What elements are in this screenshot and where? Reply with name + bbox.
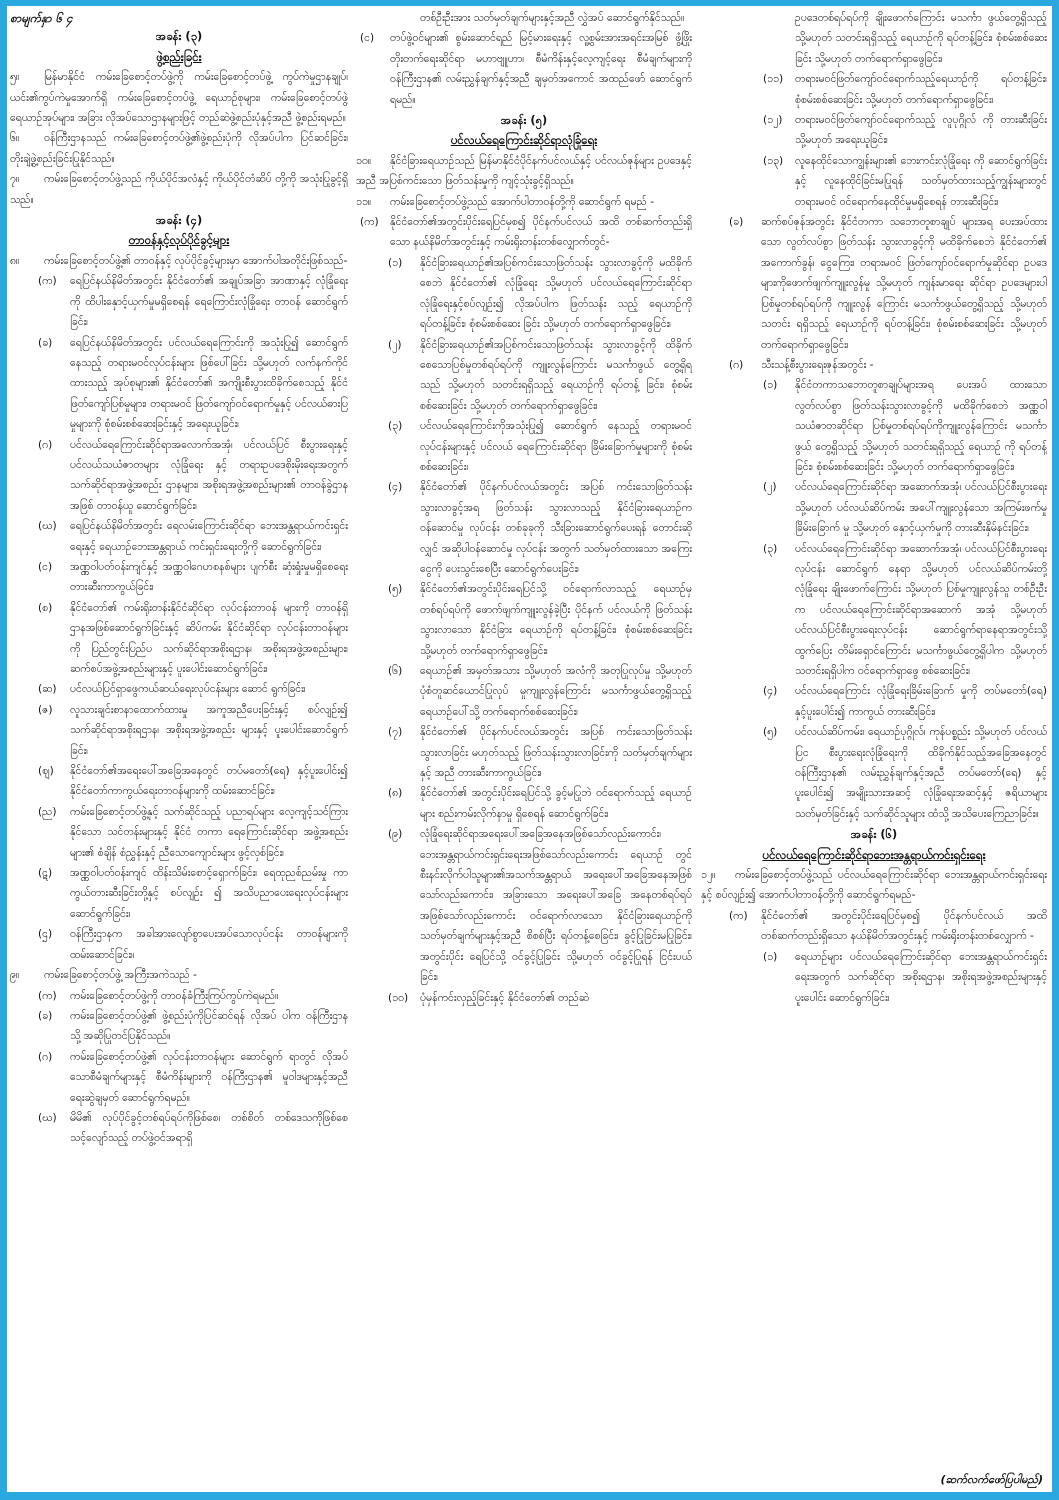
sub-clause-label: (၁) (763, 950, 778, 963)
clause-text: ရေပြင်နယ်နိမိတ်အတွင်း ရေလမ်းကြောင်းဆိုင်ရာ ဘေးအန္တရာယ်ကင်းရှင်းရေးနှင့် ရေယာဉ်ဘေးအန္တရာယ် ကင်းရှင်းရေးတို့ကို ဆောင်ရွက်ခြင်း၊ (70, 520, 348, 553)
clause (10, 1108, 348, 1149)
sub-clause-text: ပင်လယ်ရေကြောင်းဆိုင်ရာ အဆောက်အအုံ၊ ပင်လယ်ပြင်စီးပွားရေး သို့မဟုတ် ပင်လယ်ဆိပ်ကမ်း အပေါ်ကျူးလွန်သော အကြမ်းဖက်မှု ခြိမ်းခြောက် မှု သို့မဟုတ် နှောင့်ယှက်မှုကို တားဆီးနှိမ်နင်းခြင်း၊ (795, 481, 1047, 535)
clause-label: (ဂ) (38, 438, 53, 451)
section-5 (10, 67, 348, 128)
clause-label: (က) (38, 275, 57, 288)
section-number: ၁၀။ (356, 154, 372, 167)
chapter-6-subtitle: ပင်လယ်ရေကြောင်းဆိုင်ရာဘေးအန္တရာယ်ကင်းရှင်းရေး (762, 847, 986, 862)
chapter-4-subtitle: တာဝန်နှင့်လုပ်ပိုင်ခွင့်များ (128, 233, 230, 248)
clause-label: (ည) (38, 805, 57, 818)
clause-label: (ဃ) (38, 520, 57, 533)
clause-text: တပ်ဖွဲ့ဝင်များ၏ စွမ်းဆောင်ရည် မြင့်မားရေးနှင့် လူ့စွမ်းအားအရင်းအမြစ် ဖွံ့ဖြိုးတိုးတက်ရေးဆိုင်ရာ မဟာဗျူဟာ၊ စီမံကိန်းနှင့်လေ့ကျင့်ရေး စီမံချက်များကို ဝန်ကြီးဌာန၏ လမ်းညွှန်ချက်နှင့်အညီ ချမှတ်အကောင် အထည်ဖော် ဆောင်ရွက်ရမည်။ (390, 32, 692, 106)
clause-text: နိုင်ငံတော်၏ ကမ်းရိုးတန်းနိုင်ငံဆိုင်ရာ လုပ်ငန်းတာဝန် များကို တာဝန်ရှိဌာနအဖြစ်ဆောင်ရွက်ခြင်းနှင့် ဆိပ်ကမ်း နိုင်ငံဆိုင်ရာ လုပ်ငန်းတာဝန်များကို ပြည်တွင်းပြည်ပ သက်ဆိုင်ရာအစိုးရဌာန၊ အစိုးရအဖွဲ့အစည်းများ၊ ဆက်စပ်အဖွဲ့အစည်းများနှင့် ပူးပေါင်းဆောင်ရွက်ခြင်း၊ (70, 601, 348, 675)
continued-note: (ဆက်လက်ဖော်ပြပါမည်) (940, 1472, 1043, 1486)
section-text: ကမ်းခြေစောင့်တပ်ဖွဲ့သည် ကိုယ်ပိုင်အလံနှင့် ကိုယ်ပိုင်တံဆိပ် တို့ကို အသုံးပြုခွင့်ရှိသည်။ (10, 173, 348, 206)
sub-clause-label: (၄) (388, 481, 403, 494)
section-text: ကမ်းခြေစောင့်တပ်ဖွဲ့ အကြီးအကဲသည် - (44, 969, 197, 982)
clause (356, 212, 692, 253)
clause-label: (င) (360, 32, 375, 45)
sub-clause-label: (၁၂) (763, 114, 783, 127)
sub-clause (701, 110, 1047, 151)
sub-clause-label: (၂) (388, 338, 402, 351)
continued-text: တစ်ဦးဦးအား သတ်မှတ်ချက်များနှင့်အညီ လွှဲအပ် ဆောင်ရွက်နိုင်သည်။ (420, 12, 685, 24)
section-8 (10, 251, 348, 271)
sub-clause-label: (၈) (388, 787, 403, 800)
chapter-5-title: အခန်း (၅) (500, 113, 548, 128)
sub-clause-text: နိုင်ငံတော်၏ ပိုင်နက်ပင်လယ်အတွင်း အပြစ် ကင်းသောဖြတ်သန်းသွားလာခွင့်အရ ဖြတ်သန်း သွားလာသည့် နိုင်ငံခြားရေယာဉ်က ဝန်ဆောင်မှု လုပ်ငန်း တစ်ခုခုကို သီးခြားဆောင်ရွက်ပေးရန် တောင်းဆိုလျှင် အဆိုပါဝန်ဆောင်မှု လုပ်ငန်း အတွက် သတ်မှတ်ထားသော အကြေးငွေကို ပေးသွင်းစေပြီး ဆောင်ရွက်ပေးခြင်း၊ (420, 481, 692, 575)
section-number: ၁၂။ (701, 869, 716, 882)
clause (10, 557, 348, 598)
clause-text: နိုင်ငံတော်၏အရေးပေါ်အခြေအနေတွင် တပ်မတော်(ရေ) နှင့်ပူးပေါင်း၍ နိုင်ငံတော်ကာကွယ်ရေးတာဝန်များကို ထမ်းဆောင်ခြင်း၊ (70, 765, 348, 798)
clause-text: ပင်လယ်ပြင်ရှာဖွေကယ်ဆယ်ရေးလုပ်ငန်းများ ဆောင် ရွက်ခြင်း၊ (70, 683, 306, 696)
clause-label: (က) (360, 216, 379, 229)
sub-clause-text: နိုင်ငံခြားရေယာဉ်၏အပြစ်ကင်းသောဖြတ်သန်း သွားလာခွင့်ကို ထိခိုက်စေသောပြစ်မှုတစ်ရပ်ရပ်ကို ကျူးလွန်ကြောင်း မသင်္ကာဖွယ် တွေ့ရှိရသည် သို့မဟုတ် သတင်းရရှိသည့် ရေယာဉ်ကို ရပ်တန့် ခြင်း၊ စုံစမ်းစစ်ဆေးခြင်း သို့မဟုတ် တက်ရောက်ရှာဖွေခြင်း၊ (420, 338, 692, 412)
sub-clause-text: နိုင်ငံတကာသဘောတူစာချုပ်များအရ ပေးအပ် ထားသော လွတ်လပ်စွာ ဖြတ်သန်းသွားလာခွင့်ကို မထိခိုက်စေဘဲ အဏ္ဏဝါသယံဇာတဆိုင်ရာ ပြစ်မှုတစ်ရပ်ရပ်ကိုကျူးလွန်ကြောင်း မသင်္ကာဖွယ် တွေ့ရှိသည့် သို့မဟုတ် သတင်းရရှိသည့် ရေယာဉ် ကို ရပ်တန့်ခြင်း၊ စုံစမ်းစစ်ဆေးခြင်း သို့မဟုတ် တက်ရောက်ရှာဖွေခြင်း၊ (795, 379, 1047, 473)
clause-label: (ဌ) (38, 928, 53, 941)
sub-clause (356, 824, 692, 987)
sub-clause-text: နိုင်ငံတော်၏ အတွင်းပိုင်းရေပြင်သို့ ခွင့်မပြုဘဲ ဝင်ရောက်သည့် ရေယာဉ်များ စည်းကမ်းလိုက်နာမှု ရှိစေရန် ဆောင်ရွက်ခြင်း၊ (420, 787, 692, 820)
clause-text: ကမ်းခြေစောင့်တပ်ဖွဲ့၏ ဖွဲ့စည်းပုံကိုပြင်ဆင်ရန် လိုအပ် ပါက ဝန်ကြီးဌာနသို့ အဆိုပြုတင်ပြနိုင်သည်။ (70, 1009, 348, 1043)
clause (10, 700, 348, 761)
sub-clause (701, 69, 1047, 110)
gazette-page (7, 6, 1052, 1492)
column-2 (356, 8, 692, 1490)
clause-label: (ဂ) (729, 358, 744, 371)
sub-clause-text: လူနေထိုင်သောကျွန်းများ၏ ဘေးကင်းလုံခြုံရေး ကို ဆောင်ရွက်ခြင်းနှင့် လူနေထိုင်ခြင်းမပြုရန် သတ်မှတ်ထားသည့်ကျွန်းများတွင် တရားမဝင် ဝင်ရောက်နေထိုင်မှုမရှိစေရန် တားဆီးခြင်း၊ (795, 154, 1047, 208)
section-11 (356, 192, 692, 212)
sub-clause (356, 335, 692, 417)
clause-text: အဏ္ဏဝါပတ်ဝန်းကျင် ထိန်းသိမ်းစောင့်ရှောက်ခြင်း၊ ရေထုညစ်ညမ်းမှု ကာကွယ်တားဆီးခြင်းတို့နှင့် စပ်လျဉ်း ၍ အသိပညာပေးရေးလုပ်ငန်းများ ဆောင်ရွက်ခြင်း၊ (70, 867, 348, 920)
sub-clause (701, 151, 1047, 212)
clause (10, 435, 348, 517)
sub-clause-label: (၁၁) (763, 73, 784, 86)
section-9 (10, 965, 348, 985)
section-number: ၉။ (10, 969, 20, 982)
clause (10, 1047, 348, 1108)
clause (10, 986, 348, 1006)
chapter-5-subtitle: ပင်လယ်ရေကြောင်းဆိုင်ရာလုံခြုံရေး (450, 133, 598, 148)
sub-clause (701, 947, 1047, 1008)
clause (10, 863, 348, 924)
clause-text: ကမ်းခြေစောင့်တပ်ဖွဲ့နှင့် သက်ဆိုင်သည့် ပညာရပ်များ လေ့ကျင့်သင်ကြားနိုင်သော သင်တန်းများနှင့် နိုင်ငံ တကာ ရေကြောင်းဆိုင်ရာ အဖွဲ့အစည်းများ၏ စံချိန် စံညွှန်းနှင့် ညီသောကျောင်းများ ဖွင့်လှစ်ခြင်း၊ (70, 805, 348, 859)
sub-clause-label: (၂) (763, 481, 777, 494)
clause-label: (က) (729, 909, 748, 922)
clause-label: (ဇ) (38, 703, 53, 716)
continued-text: ဥပဒေတစ်ရပ်ရပ်ကို ချိုးဖောက်ကြောင်း မသင်္ကာ ဖွယ်တွေ့ရှိသည့် သို့မဟုတ် သတင်းရရှိသည့် ရေယာဉ်ကို ရပ်တန့်ခြင်း၊ စုံစမ်းစစ်ဆေးခြင်း သို့မဟုတ် တက်ရောက်ရှာဖွေခြင်း၊ (795, 12, 1047, 65)
clause-label: (ဈ) (38, 765, 54, 778)
column-1 (10, 8, 348, 1490)
chapter-4-title: အခန်း (၄) (155, 213, 203, 228)
section-text: ကမ်းခြေစောင့်တပ်ဖွဲ့၏ တာဝန်နှင့် လုပ်ပိုင်ခွင့်များမှာ အောက်ပါအတိုင်းဖြစ်သည်- (44, 254, 348, 267)
section-text: နိုင်ငံခြားရေယာဉ်သည် မြန်မာနိုင်ငံပိုင်နက်ပင်လယ်နှင့် ပင်လယ်ဇုန်များ ဥပဒေနှင့်အညီ အပြစ်ကင်းသော ဖြတ်သန်းမှုကို ကျင့်သုံးခွင့်ရှိသည်။ (356, 154, 692, 188)
sub-clause (701, 722, 1047, 824)
sub-clause (701, 375, 1047, 477)
clause-label: (က) (38, 989, 57, 1002)
sub-clause (356, 579, 692, 661)
sub-clause (356, 416, 692, 477)
sub-clause (701, 681, 1047, 722)
sub-clause (356, 477, 692, 579)
section-10 (356, 151, 692, 192)
clause-label: (ဋ) (38, 867, 53, 880)
clause-text: ဝန်ကြီးဌာနက အခါအားလျော်စွာပေးအပ်သောလုပ်ငန်း တာဝန်များကို ထမ်းဆောင်ခြင်း။ (70, 928, 348, 961)
column-3 (701, 8, 1047, 1490)
sub-clause-text: ရေယာဉ်၏ အမှတ်အသား သို့မဟုတ် အလံကို အတုပြုလုပ်မှု သို့မဟုတ် ပုံစံတူဆင်ယောင်ပြုလုပ် မှုကျူးလွန်ကြောင်း မသင်္ကာဖွယ်တွေ့ရှိသည့် ရေယာဉ်ပေါ်သို့ တက်ရောက်စစ်ဆေးခြင်း၊ (420, 665, 692, 718)
section-text: ကမ်းခြေစောင့်တပ်ဖွဲ့သည် အောက်ပါတာဝန်တို့ကို ဆောင်ရွက် ရမည် - (390, 195, 655, 208)
sub-clause (701, 539, 1047, 682)
section-number: ၅။ (10, 71, 20, 84)
section-6 (10, 128, 348, 169)
sub-clause-label: (၁၀) (388, 991, 409, 1004)
clause-text: နိုင်ငံတော်၏အတွင်းပိုင်းရေပြင်မှစ၍ ပိုင်နက်ပင်လယ် အထိ တစ်ဆက်တည်းရှိသော နယ်နိမိတ်အတွင်းနှင့် ကမ်းရိုးတန်းတစ်လျှောက်တွင်- (390, 216, 692, 249)
clause (10, 271, 348, 332)
section-number: ၁၁။ (356, 195, 372, 208)
sub-clause (356, 253, 692, 335)
section-number: ၈။ (10, 254, 20, 267)
section-text: ဝန်ကြီးဌာနသည် ကမ်းခြေစောင့်တပ်ဖွဲ့၏ဖွဲ့စည်းပုံကို လိုအပ်ပါက ပြင်ဆင်ခြင်း၊ တိုးချဲ့ဖွဲ့စည်းခြင်းပြုနိုင်သည်။ (10, 132, 348, 165)
sub-clause-label: (၆) (388, 665, 403, 677)
sub-clause-text: တရားမဝင်ဖြတ်ကျော်ဝင်ရောက်သည့် လူပုဂ္ဂိုလ် ကို တားဆီးခြင်း သို့မဟုတ် အရေးယူခြင်း၊ (795, 114, 1047, 147)
clause (701, 355, 1047, 375)
sub-clause-text: ပုံမှန်ကင်းလှည့်ခြင်းနှင့် နိုင်ငံတော်၏ တည်ဆဲ (420, 991, 589, 1004)
clause-label: (ခ) (38, 336, 53, 349)
clause (10, 802, 348, 863)
sub-clause-text: နိုင်ငံခြားရေယာဉ်၏အပြစ်ကင်းသောဖြတ်သန်း သွားလာခွင့်ကို မထိခိုက်စေဘဲ နိုင်ငံတော်၏ လုံခြုံရေး သို့မဟုတ် ပင်လယ်ရေကြောင်းဆိုင်ရာ လုံခြုံရေးနှင့်စပ်လျဉ်း၍ လိုအပ်ပါက ဖြတ်သန်း သည့် ရေယာဉ်ကို ရပ်တန့်ခြင်း၊ စုံစမ်းစစ်ဆေး ခြင်း သို့မဟုတ် တက်ရောက်ရှာဖွေခြင်း၊ (420, 256, 692, 331)
section-number: ၇။ (10, 173, 20, 186)
clause-text: ရေပြင်နယ်နိမိတ်အတွင်း ပင်လယ်ရေကြောင်းကို အသုံးပြု၍ ဆောင်ရွက်နေသည့် တရားမဝင်လုပ်ငန်းများ ဖြစ်ပေါ်ခြင်း သို့မဟုတ် လက်နက်ကိုင်ထားသည့် အုပ်စုများ၏ နိုင်ငံတော်၏ အကျိုးစီးပွားထိခိုက်စေသည့် နိုင်ငံဖြတ်ကျော်ပြစ်မှုများ၊ တရားမဝင် ဖြတ်ကျော်ဝင်ရောက်မှုနှင့် ပင်လယ်ဓားပြ မှုများကို စုံစမ်းစစ်ဆေးခြင်းနှင့် အရေးယူခြင်း၊ (70, 336, 348, 431)
sub-clause (356, 988, 692, 1008)
sub-clause (356, 783, 692, 824)
clause-label: (ဂ) (38, 1050, 53, 1063)
sub-clause-label: (၉) (388, 828, 403, 841)
clause-text: နိုင်ငံတော်၏ အတွင်းပိုင်းရေပြင်မှစ၍ ပိုင်နက်ပင်လယ် အထိ တစ်ဆက်တည်းရှိသော နယ်နိမိတ်အတွင်းနှင့် ကမ်းရိုးတန်းတစ်လျှောက် - (761, 909, 1047, 943)
clause-label: (စ) (38, 601, 53, 614)
sub-clause-text: နိုင်ငံတော်၏ ပိုင်နက်ပင်လယ်အတွင်း အပြစ် ကင်းသောဖြတ်သန်းသွားလာခြင်း မဟုတ်သည့် ဖြတ်သန်းသွားလာခြင်းကို သတ်မှတ်ချက်များနှင့် အညီ တားဆီးကာကွယ်ခြင်း၊ (420, 726, 692, 780)
section-text: မြန်မာနိုင်ငံ ကမ်းခြေစောင့်တပ်ဖွဲ့ကို ကမ်းခြေစောင့်တပ်ဖွဲ့ ကွပ်ကဲမှုဌာနချုပ်၊ ယင်း၏ကွပ်ကဲမှုအောက်ရှိ ကမ်းခြေစောင့်တပ်ဖွဲ့ ရေယာဉ်စုများ၊ ကမ်းခြေစောင့်တပ်ဖွဲ့ ရေယာဉ်အုပ်များ၊ အခြား လိုအပ်သောဌာနများဖြင့် တည်ဆဲဖွဲ့စည်းပုံနှင့်အညီ ဖွဲ့စည်းရမည်။ (10, 71, 348, 125)
clause-text: လူသားချင်းစာနာထောက်ထားမှု အကူအညီပေးခြင်းနှင့် စပ်လျဉ်း၍ သက်ဆိုင်ရာအစိုးရဌာန၊ အစိုးရအဖွဲ့အစည်း များနှင့် ပူးပေါင်းဆောင်ရွက်ခြင်း၊ (70, 703, 348, 757)
clause (10, 333, 348, 435)
sub-clause-label: (၅) (763, 726, 778, 739)
clause (10, 924, 348, 965)
sub-clause-text: ရေယာဉ်များ ပင်လယ်ရေကြောင်းဆိုင်ရာ ဘေးအန္တရာယ်ကင်းရှင်းရေးအတွက် သက်ဆိုင်ရာ အစိုးရဌာန၊ အစိုးရအဖွဲ့အစည်းများနှင့် ပူးပေါင်း ဆောင်ရွက်ခြင်း၊ (795, 950, 1047, 1004)
section-12 (701, 865, 1047, 906)
clause-text: မိမိ၏ လုပ်ပိုင်ခွင့်တစ်ရပ်ရပ်ကိုဖြစ်စေ၊ တစ်စိတ် တစ်ဒေသကိုဖြစ်စေ သင့်လျော်သည့် တပ်ဖွဲ့ဝင်အရာရှိ (70, 1111, 348, 1145)
clause-text: သီးသန့်စီးပွားရေးဇုန်အတွင်း - (761, 358, 874, 371)
clause-label: (ခ) (38, 1009, 53, 1022)
sub-clause-label: (၁) (763, 379, 778, 392)
clause (10, 516, 348, 557)
sub-clause-text: တရားမဝင်ဖြတ်ကျော်ဝင်ရောက်သည့်ရေယာဉ်ကို ရပ်တန့်ခြင်း၊ စုံစမ်းစစ်ဆေးခြင်း သို့မဟုတ် တက်ရောက်ရှာဖွေခြင်း၊ (795, 73, 1047, 106)
sub-clause-text: နိုင်ငံတော်၏အတွင်းပိုင်းရေပြင်သို့ ဝင်ရောက်လာသည့် ရေယာဉ်မှ တစ်ရပ်ရပ်ကို ဖောက်ဖျက်ကျူးလွန်ခဲ့ပြီး ပိုင်နက် ပင်လယ်ကို ဖြတ်သန်းသွားလာသော နိုင်ငံခြား ရေယာဉ်ကို ရပ်တန့်ခြင်း၊ စုံစမ်းစစ်ဆေးခြင်း သို့မဟုတ် တက်ရောက်ရှာဖွေခြင်း၊ (420, 583, 692, 657)
sub-clause-label: (၇) (388, 726, 403, 739)
chapter-3-subtitle: ဖွဲ့စည်းခြင်း (156, 49, 202, 64)
clause-text: ကမ်းခြေစောင့်တပ်ဖွဲ့၏ လုပ်ငန်းတာဝန်များ ဆောင်ရွက် ရာတွင် လိုအပ်သောစီမံချက်များနှင့် စီမံကိန်းများကို ဝန်ကြီးဌာန၏ မူဝါဒများနှင့်အညီ ရေးဆွဲချမှတ် ဆောင်ရွက်ရမည်။ (70, 1050, 348, 1104)
section-number: ၆။ (10, 132, 20, 145)
clause-label: (ဆ) (38, 683, 57, 696)
page-number: စာမျက်နှာ ၆ ၄ (10, 11, 73, 25)
clause-label: (ခ) (729, 216, 744, 229)
clause (10, 679, 348, 699)
chapter-3-title: အခန်း (၃) (155, 29, 203, 44)
sub-clause (356, 722, 692, 783)
sub-clause-text: လုံခြုံရေးဆိုင်ရာအရေးပေါ်အခြေအနေအဖြစ်သော်လည်းကောင်း၊ ဘေးအန္တရာယ်ကင်းရှင်းရေးအဖြစ်သော်လည်းကောင်း ရေယာဉ် တွင်စီးနင်းလိုက်ပါသူများ၏အသက်အန္တရာယ် အရေးပေါ်အခြေအနေအဖြစ်သော်လည်းကောင်း၊ အခြားသော အရေးပေါ်အခြေ အနေတစ်ရပ်ရပ်အဖြစ်သော်လည်းကောင်း ဝင်ရောက်လာသော နိုင်ငံခြားရေယာဉ်ကို သတ်မှတ်ချက်များနှင့်အညီ စိစစ်ပြီး ရပ်တန့်စေခြင်း၊ ခွင့်ပြုခြင်းမပြုခြင်း၊ အတွင်းပိုင်း ရေပြင်သို့ ဝင်ခွင့်ပြုခြင်း သို့မဟုတ် ဝင်ခွင့်ပြုရန် ငြင်းပယ်ခြင်း၊ (420, 828, 692, 984)
sub-clause-label: (၅) (388, 583, 403, 596)
section-text: ကမ်းခြေစောင့်တပ်ဖွဲ့သည် ပင်လယ်ရေကြောင်းဆိုင်ရာ ဘေးအန္တရာယ်ကင်းရှင်းရေးနှင့် စပ်လျဉ်း၍ အောက်ပါတာဝန်တို့ကို ဆောင်ရွက်ရမည်- (701, 869, 1047, 902)
section-7 (10, 169, 348, 210)
sub-clause-label: (၄) (763, 685, 778, 698)
clause-text: အဏ္ဏဝါပတ်ဝန်းကျင်နှင့် အဏ္ဏဝါဂေဟစနစ်များ ပျက်စီး ဆုံးရှုံးမှုမရှိစေရေး တားဆီးကာကွယ်ခြင်း၊ (70, 560, 348, 594)
clause (356, 28, 692, 110)
sub-clause (701, 477, 1047, 538)
clause-text: ဆက်စပ်ဇုန်အတွင်း နိုင်ငံတကာ သဘောတူစာချုပ် များအရ ပေးအပ်ထားသော လွတ်လပ်စွာ ဖြတ်သန်း သွားလာခွင့်ကို မထိခိုက်စေဘဲ နိုင်ငံတော်၏ အကောက်ခွန်၊ ငွေကြေး၊ တရားမဝင် ဖြတ်ကျော်ဝင်ရောက်မှုဆိုင်ရာ ဥပဒေများကိုဖောက်ဖျက်ကျူးလွန်မှု သို့မဟုတ် ကျန်းမာရေး ဆိုင်ရာ ဥပဒေများပါ ပြစ်မှုတစ်ရပ်ရပ်ကို ကျူးလွန် ကြောင်း မသင်္ကာဖွယ်တွေ့ရှိသည့် သို့မဟုတ် သတင်း ရရှိသည့် ရေယာဉ်ကို ရပ်တန့်ခြင်း၊ စုံစမ်းစစ်ဆေးခြင်း သို့မဟုတ် တက်ရောက်ရှာဖွေခြင်း၊ (761, 216, 1047, 351)
sub-clause-label: (၁) (388, 256, 403, 269)
clause-text: ပင်လယ်ရေကြောင်းဆိုင်ရာအလောက်အအုံ၊ ပင်လယ်ပြင် စီးပွားရေးနှင့် ပင်လယ်သယံဇာတများ လုံခြုံရေး နှင့် တရားဥပဒေစိုးမိုးရေးအတွက် သက်ဆိုင်ရာအဖွဲ့အစည်း ဌာနများ၊ အစိုးရအဖွဲ့အစည်းများ၏ တာဝန်ခွဲဌာနအဖြစ် တာဝန်ယူ ဆောင်ရွက်ခြင်း၊ (70, 438, 348, 512)
sub-clause-label: (၃) (388, 420, 403, 433)
clause (10, 1006, 348, 1047)
chapter-6-title: အခန်း (၆) (850, 827, 898, 842)
clause-label: (ဃ) (38, 1111, 57, 1124)
sub-clause-label: (၁၃) (763, 154, 784, 167)
clause-text: ရေပြင်နယ်နိမိတ်အတွင်း နိုင်ငံတော်၏ အချုပ်အခြာ အာဏာနှင့် လုံခြုံရေးကို ထိပါးနှောင့်ယှက်မှုမရှိစေရန် ရေကြောင်းလုံခြုံရေး တာဝန် ဆောင်ရွက်ခြင်း၊ (70, 275, 348, 329)
clause (701, 906, 1047, 947)
clause-label: (င) (38, 560, 53, 573)
sub-clause-text: ပင်လယ်ရေကြောင်းကိုအသုံးပြု၍ ဆောင်ရွက် နေသည့် တရားမဝင်လုပ်ငန်းများနှင့် ပင်လယ် ရေကြောင်းဆိုင်ရာ ခြိမ်းခြောက်မှုများကို စုံစမ်းစစ်ဆေးခြင်း၊ (420, 420, 692, 473)
clause-text: ကမ်းခြေစောင့်တပ်ဖွဲ့ကို တာဝန်ခံကြီးကြပ်ကွပ်ကဲရမည်။ (70, 989, 279, 1002)
clause (10, 761, 348, 802)
clause (701, 212, 1047, 355)
clause (10, 598, 348, 680)
sub-clause-text: ပင်လယ်ရေကြောင်း လုံခြုံရေးခြိမ်းခြောက် မှုကို တပ်မတော်(ရေ) နှင့်ပူးပေါင်း၍ ကာကွယ် တားဆီးခြင်း၊ (795, 685, 1047, 718)
sub-clause-text: ပင်လယ်ရေကြောင်းဆိုင်ရာ အဆောက်အအုံ၊ ပင်လယ်ပြင်စီးပွားရေးလုပ်ငန်း ဆောင်ရွက် နေရာ သို့မဟုတ် ပင်လယ်ဆိပ်ကမ်းတို့ လုံခြုံရေး ချိုးဖောက်ကြောင်း သို့မဟုတ် ပြစ်မှုကျူးလွန်သူ တစ်ဦးဦးက ပင်လယ်ရေကြောင်းဆိုင်ရာအဆောက် အအုံ သို့မဟုတ် ပင်လယ်ပြင်စီးပွားရေးလုပ်ငန်း ဆောင်ရွက်ရာနေရာအတွင်းသို့ ထွက်ပြေး တိမ်းရှောင်ကြောင်း မသင်္ကာဖွယ်တွေ့ရှိပါက သို့မဟုတ် သတင်းရရှိပါက ဝင်ရောက်ရှာဖွေ စစ်ဆေးခြင်း၊ (795, 542, 1047, 677)
sub-clause (356, 661, 692, 722)
sub-clause-text: ပင်လယ်ဆိပ်ကမ်း၊ ရေယာဉ်ပုဂ္ဂိုလ်၊ ကုန်ပစ္စည်း သို့မဟုတ် ပင်လယ်ပြင စီးပွားရေးလုံခြုံရေးကို ထိခိုက်နိုင်သည့်အခြေအနေတွင် ဝန်ကြီးဌာန၏ လမ်းညွှန်ချက်နှင့်အညီ တပ်မတော်(ရေ) နှင့် ပူးပေါင်း၍ အမျိုးသားအဆင့် လုံခြုံရေးအဆင့်နှင့် ဇရိယာများသတ်မှတ်ခြင်းနှင့် သက်ဆိုင်သူများ ထံသို့ အသိပေးကြေညာခြင်း။ (795, 726, 1047, 820)
sub-clause-label: (၃) (763, 542, 778, 555)
